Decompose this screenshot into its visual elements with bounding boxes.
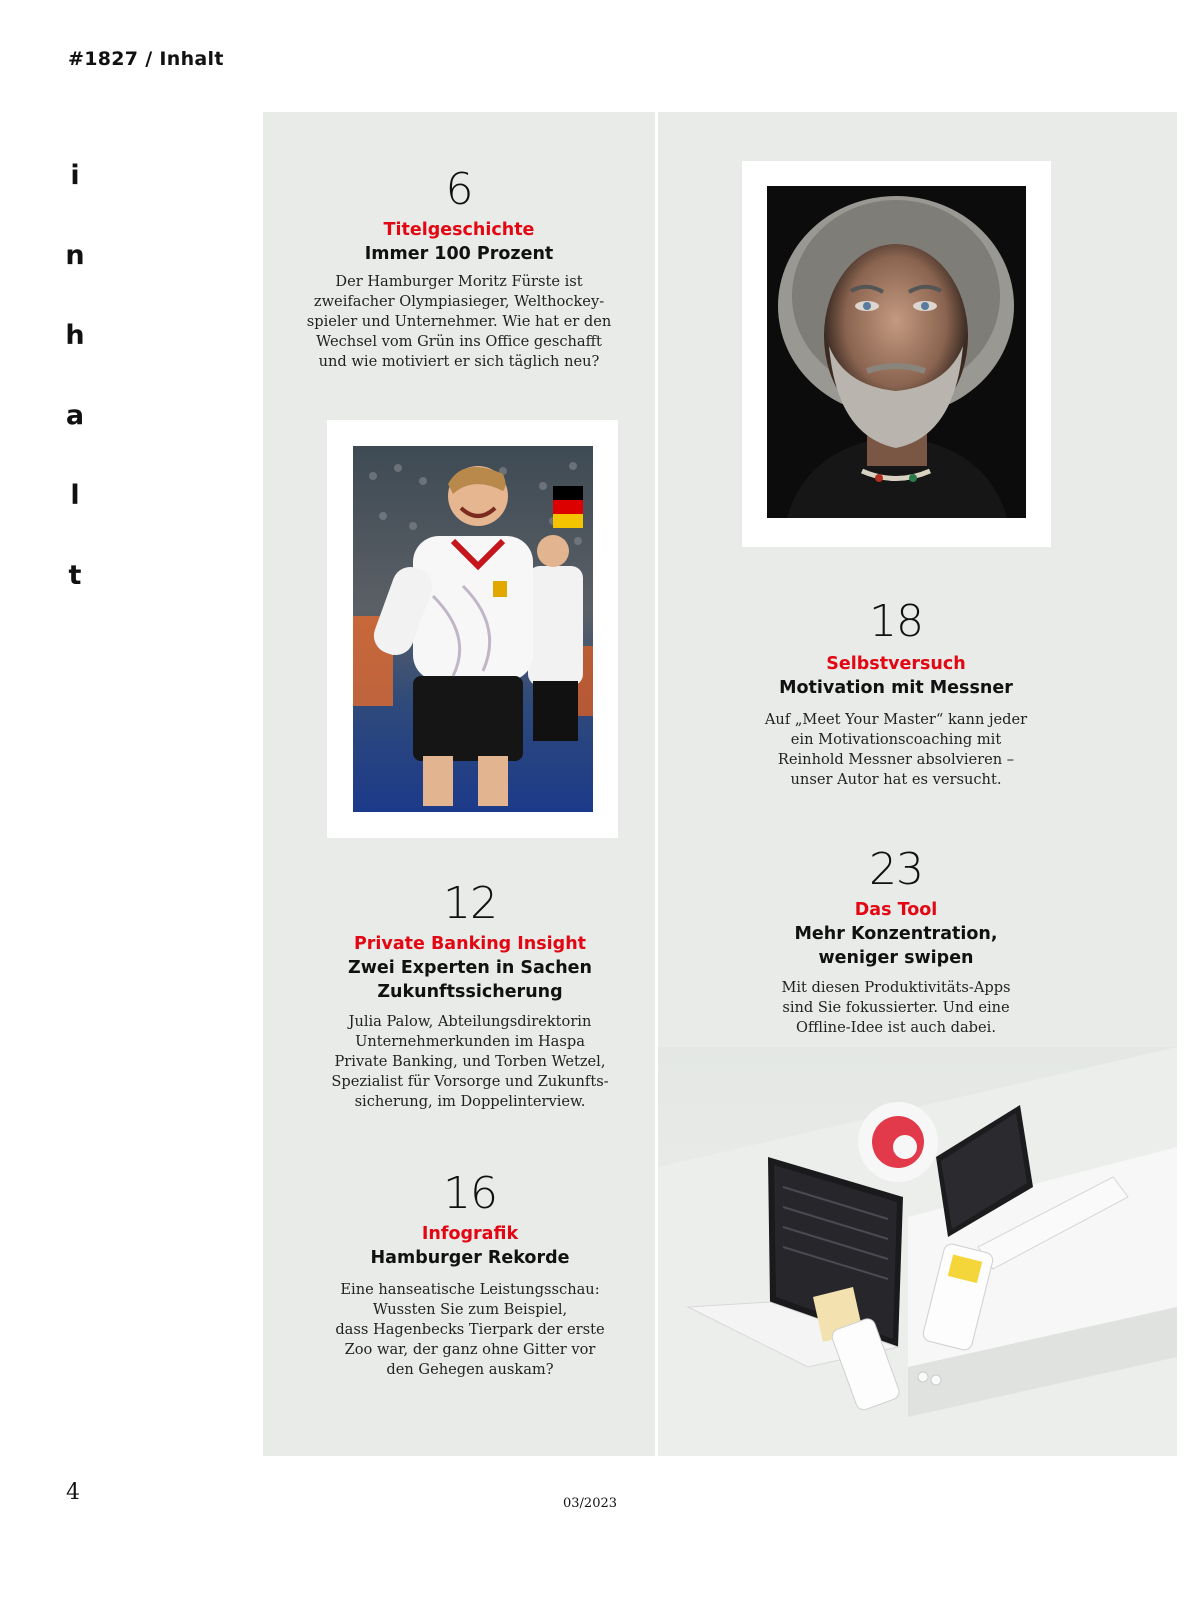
vertical-letter: h [65, 320, 85, 351]
toc-entry-titelgeschichte[interactable] [263, 164, 655, 372]
toc-entry-selbstversuch[interactable] [658, 596, 1134, 790]
toc-entry-private-banking[interactable] [263, 878, 677, 1112]
entry-headline: Immer 100 Prozent [364, 244, 554, 264]
entry-page-number: 18 [869, 596, 923, 647]
issue-date: 03/2023 [563, 1496, 618, 1511]
toc-panel-left [263, 112, 655, 1456]
productivity-apps-illustration [658, 1047, 1177, 1456]
entry-page-number: 12 [443, 878, 497, 929]
entry-headline: Motivation mit Messner [779, 678, 1013, 698]
toc-entry-infografik[interactable] [263, 1168, 677, 1380]
entry-headline: Zwei Experten in Sachen Zukunftssicherung [348, 958, 592, 1002]
entry-category: Titelgeschichte [383, 220, 535, 240]
page-number: 4 [66, 1480, 80, 1505]
entry-teaser: Der Hamburger Moritz Fürste ist zweifacher Olympiasieger, Welthockey- spieler und Unternehmer. Wie hat er den Wechsel vom Grün ins Office geschafft und wie motiviert er sich täglich neu? [306, 273, 612, 370]
hockey-player-photo [353, 446, 593, 812]
entry-category: Selbstversuch [826, 654, 966, 674]
vertical-letter: n [65, 240, 85, 271]
photo-frame-messner [742, 161, 1051, 547]
entry-headline: Hamburger Rekorde [370, 1248, 570, 1268]
entry-category: Das Tool [854, 900, 938, 920]
entry-teaser: Mit diesen Produktivitäts-Apps sind Sie fokussierter. Und eine Offline-Idee ist auch dabei. [781, 979, 1011, 1036]
entry-page-number: 23 [869, 844, 923, 895]
vertical-letter: i [70, 160, 80, 191]
vertical-word-inhalt [60, 160, 90, 640]
photo-frame-hockey [327, 420, 618, 838]
entry-category: Private Banking Insight [353, 934, 587, 954]
entry-category: Infografik [421, 1224, 519, 1244]
vertical-letter: a [65, 400, 85, 431]
entry-teaser: Eine hanseatische Leistungsschau: Wussten Sie zum Beispiel, dass Hagenbecks Tierpark der erste Zoo war, der ganz ohne Gitter vor den Gehegen auskam? [335, 1281, 605, 1378]
section-title: #1827 / Inhalt [68, 48, 224, 70]
entry-page-number: 16 [443, 1168, 497, 1219]
vertical-letter: t [68, 560, 82, 591]
entry-teaser: Auf „Meet Your Master“ kann jeder ein Motivationscoaching mit Reinhold Messner absolvieren – unser Autor hat es versucht. [764, 711, 1028, 788]
entry-headline: Mehr Konzentration, weniger swipen [794, 924, 998, 968]
vertical-letter: l [70, 480, 80, 511]
toc-panel-right [658, 112, 1177, 1456]
entry-page-number: 6 [445, 164, 473, 215]
entry-teaser: Julia Palow, Abteilungsdirektorin Unternehmerkunden im Haspa Private Banking, und Torben Wetzel, Spezialist für Vorsorge und Zukunfts- sicherung, im Doppelinterview. [331, 1013, 609, 1110]
toc-entry-das-tool[interactable] [658, 844, 1134, 1038]
messner-portrait-photo [767, 186, 1026, 518]
